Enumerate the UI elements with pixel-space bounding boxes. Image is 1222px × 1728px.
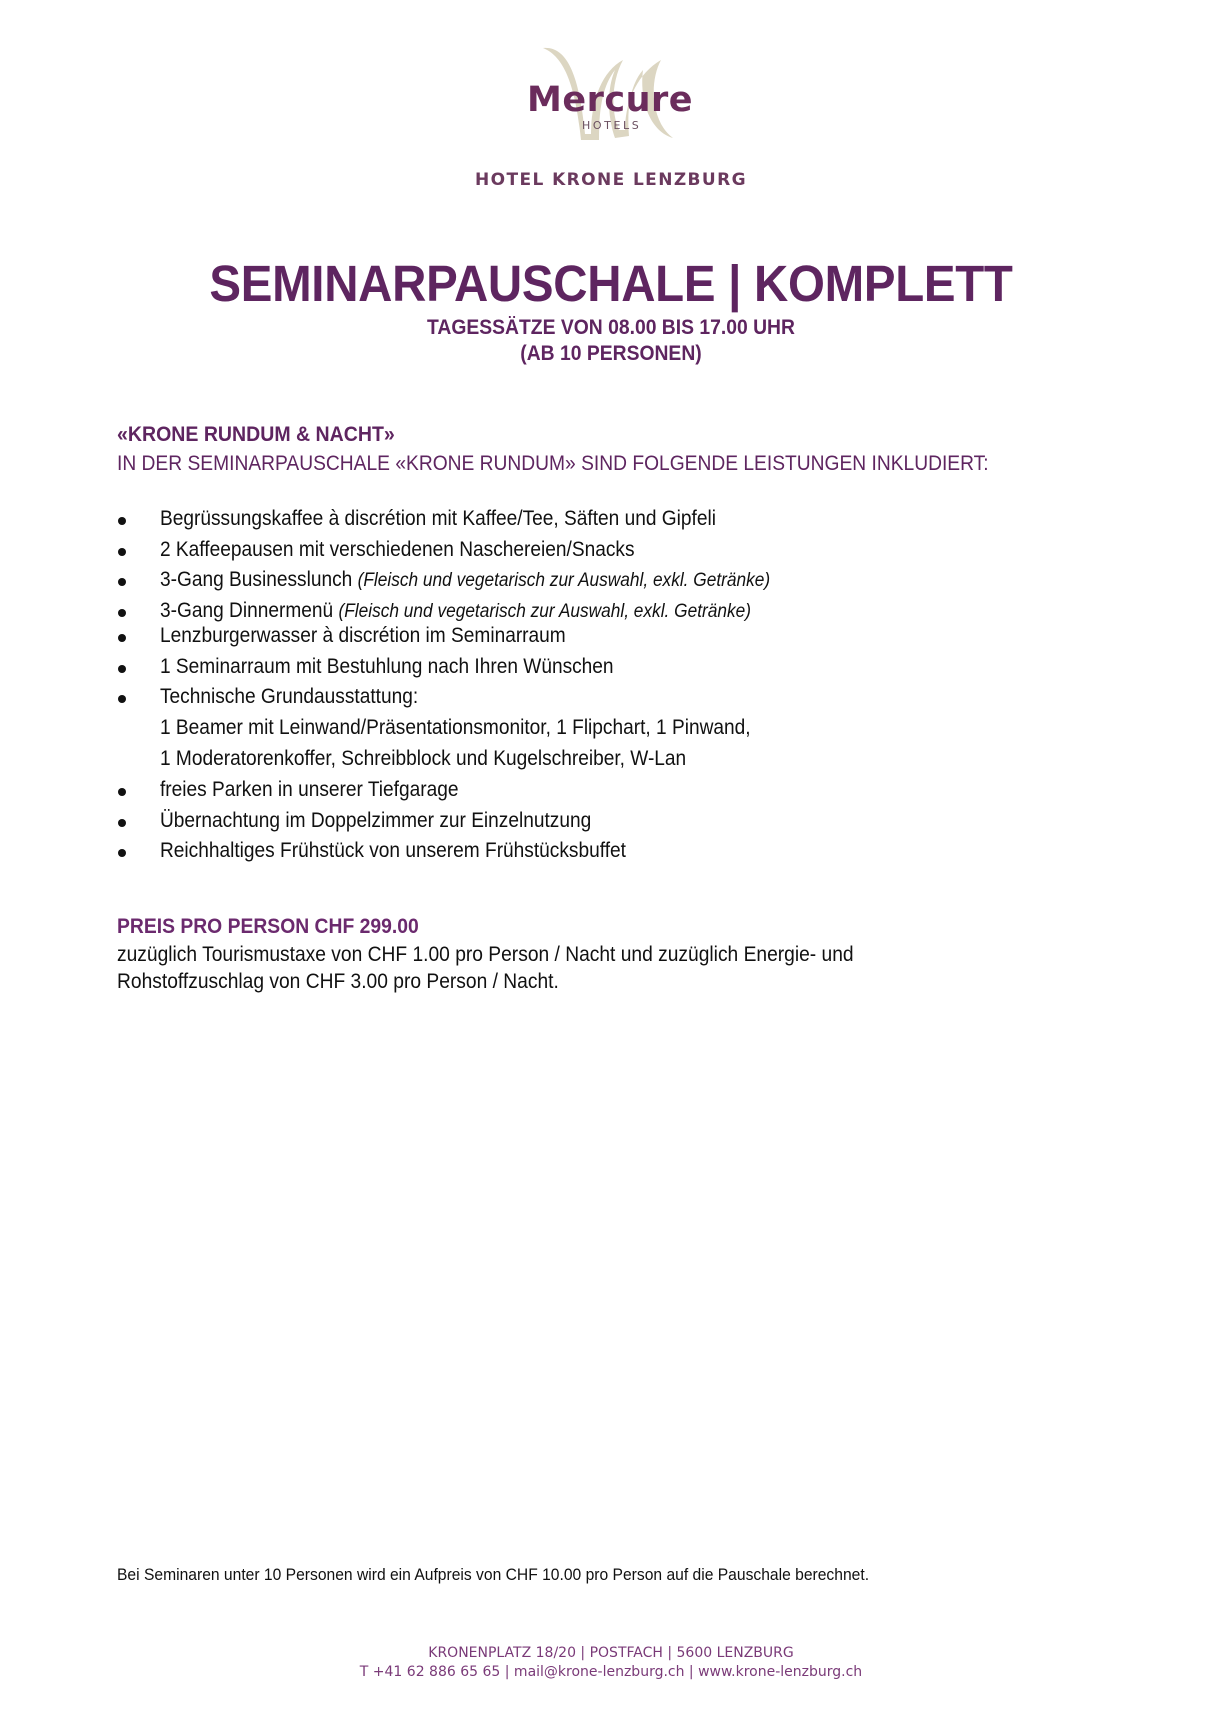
list-item-text: 1 Beamer mit Leinwand/Präsentationsmonitor, 1 Flipchart, 1 Pinwand, [160, 716, 751, 739]
bullet-icon [118, 788, 126, 796]
list-item [0, 655, 1222, 683]
item-label: 1 Seminarraum mit Bestuhlung nach Ihren Wünschen [160, 655, 614, 678]
subtitle-min-persons: (AB 10 PERSONEN) [520, 342, 702, 365]
list-item-text: 1 Moderatorenkoffer, Schreibblock und Kugelschreiber, W-Lan [160, 747, 687, 770]
small-group-surcharge-note: Bei Seminaren unter 10 Personen wird ein Aufpreis von CHF 10.00 pro Person auf die Pauschale berechnet. [117, 1565, 870, 1584]
list-item-text [160, 599, 751, 623]
hotel-name: HOTEL KRONE LENZBURG [475, 170, 747, 190]
bullet-icon [118, 517, 126, 525]
list-item [0, 809, 1222, 837]
item-label: 3-Gang Businesslunch [160, 568, 358, 591]
list-item-text [160, 538, 635, 562]
package-heading: «KRONE RUNDUM & NACHT» [117, 423, 395, 446]
list-item-text [160, 507, 716, 531]
list-item-text [160, 624, 566, 648]
list-item [0, 778, 1222, 806]
price-per-person: PREIS PRO PERSON CHF 299.00 [117, 915, 419, 938]
page-title: SEMINARPAUSCHALE | KOMPLETT [209, 255, 1013, 312]
footer-address: KRONENPLATZ 18/20 | POSTFACH | 5600 LENZBURG [428, 1645, 794, 1661]
list-item-text [160, 839, 626, 863]
list-item [0, 538, 1222, 566]
bullet-icon [118, 665, 126, 673]
list-item [0, 624, 1222, 652]
item-label: Begrüssungskaffee à discrétion mit Kaffee/Tee, Säften und Gipfeli [160, 507, 716, 530]
package-intro: IN DER SEMINARPAUSCHALE «KRONE RUNDUM» SIND FOLGENDE LEISTUNGEN INKLUDIERT: [117, 452, 989, 475]
list-item [0, 839, 1222, 867]
list-item [0, 507, 1222, 535]
bullet-icon [118, 548, 126, 556]
mercure-logo [511, 42, 711, 142]
bullet-icon [118, 849, 126, 857]
list-item-text [160, 685, 418, 709]
list-item-text [160, 655, 614, 679]
item-label: Übernachtung im Doppelzimmer zur Einzelnutzung [160, 809, 592, 832]
list-item-continuation [0, 747, 1222, 775]
item-label: freies Parken in unserer Tiefgarage [160, 778, 459, 801]
item-label: 2 Kaffeepausen mit verschiedenen Naschereien/Snacks [160, 538, 635, 561]
bullet-icon [118, 819, 126, 827]
list-item-text [160, 778, 458, 802]
list-item-continuation [0, 716, 1222, 744]
list-item-text [160, 568, 770, 592]
price-surcharge-line-1: zuzüglich Tourismustaxe von CHF 1.00 pro Person / Nacht und zuzüglich Energie- und [117, 943, 854, 966]
bullet-icon [118, 695, 126, 703]
list-item [0, 685, 1222, 713]
item-note: (Fleisch und vegetarisch zur Auswahl, exkl. Getränke) [357, 570, 771, 591]
item-label: Reichhaltiges Frühstück von unserem Frühstücksbuffet [160, 839, 626, 862]
item-note: (Fleisch und vegetarisch zur Auswahl, exkl. Getränke) [338, 601, 752, 622]
list-item [0, 599, 1222, 627]
bullet-icon [118, 609, 126, 617]
list-item [0, 568, 1222, 596]
logo-wordmark: Mercure [527, 80, 693, 120]
item-label: 3-Gang Dinnermenü [160, 599, 339, 622]
footer-contact: T +41 62 886 65 65 | mail@krone-lenzburg.ch | www.krone-lenzburg.ch [359, 1664, 863, 1680]
subtitle-hours: TAGESSÄTZE VON 08.00 BIS 17.00 UHR [427, 316, 795, 339]
price-surcharge-line-2: Rohstoffzuschlag von CHF 3.00 pro Person / Nacht. [117, 970, 559, 993]
item-label: Lenzburgerwasser à discrétion im Seminarraum [160, 624, 566, 647]
list-item-text [160, 809, 591, 833]
item-label: Technische Grundausstattung: [160, 685, 419, 708]
logo-subbrand: HOTELS [582, 119, 642, 132]
bullet-icon [118, 578, 126, 586]
bullet-icon [118, 634, 126, 642]
